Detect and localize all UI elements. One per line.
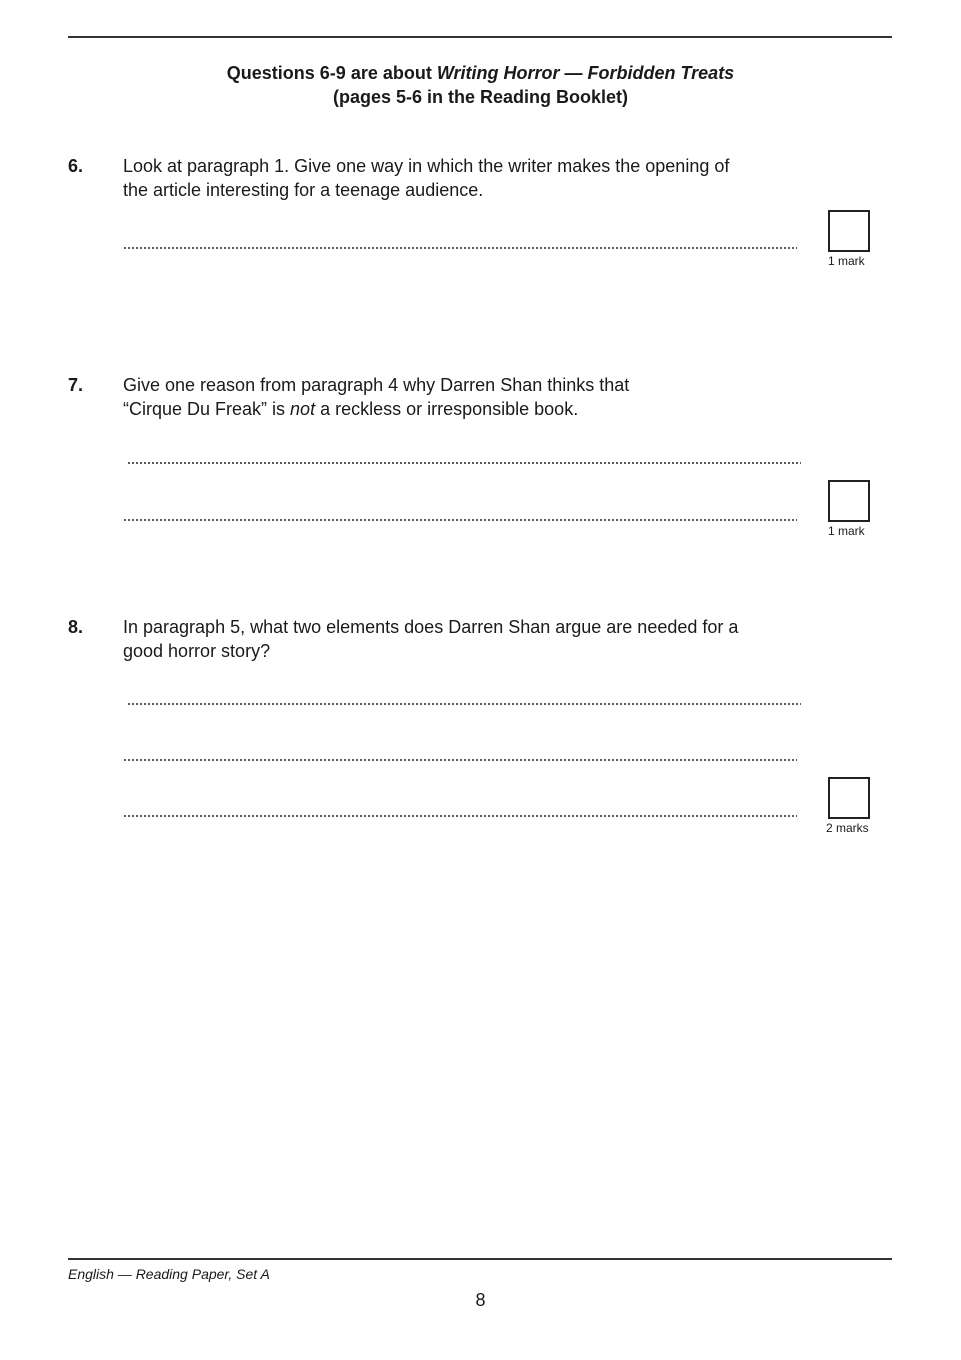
question-8-number: 8.: [68, 617, 84, 637]
question-8-text: [123, 615, 803, 663]
question-6-number: 6.: [68, 156, 84, 176]
answer-line-7-1[interactable]: [127, 455, 801, 465]
top-rule: [68, 36, 892, 38]
mark-box-7[interactable]: [828, 480, 870, 522]
answer-line-8-1[interactable]: [127, 696, 801, 706]
answer-line-8-3[interactable]: [123, 808, 797, 818]
question-7-line2-prefix: “Cirque Du Freak” is: [123, 399, 291, 419]
question-7-line2: [123, 397, 803, 421]
mark-label-6: 1 mark: [828, 254, 865, 268]
mark-label-8: 2 marks: [826, 821, 869, 835]
question-6-line1: Look at paragraph 1. Give one way in which the writer makes the opening of: [123, 156, 730, 176]
question-8-line2: good horror story?: [123, 641, 271, 661]
mark-box-8[interactable]: [828, 777, 870, 819]
question-8-line1: In paragraph 5, what two elements does Darren Shan argue are needed for a: [123, 617, 739, 637]
answer-line-6-1[interactable]: [123, 240, 797, 250]
answer-line-7-2[interactable]: [123, 512, 797, 522]
bottom-rule: [68, 1258, 892, 1260]
mark-label-7: 1 mark: [828, 524, 865, 538]
question-7-number: 7.: [68, 375, 84, 395]
question-7-text: [123, 373, 803, 421]
section-heading-line1: [0, 61, 961, 85]
section-heading-line2: (pages 5-6 in the Reading Booklet): [332, 87, 629, 107]
footer-paper-label: English — Reading Paper, Set A: [68, 1266, 270, 1282]
question-7-emphasis: not: [290, 399, 316, 419]
answer-line-8-2[interactable]: [123, 752, 797, 762]
mark-box-6[interactable]: [828, 210, 870, 252]
question-6-text: [123, 154, 803, 202]
question-7-line2-suffix: a reckless or irresponsible book.: [315, 399, 579, 419]
heading-prefix: Questions 6-9 are about: [226, 63, 437, 83]
page-number: 8: [475, 1290, 486, 1310]
heading-title: Writing Horror — Forbidden Treats: [436, 63, 735, 83]
question-6-line2: the article interesting for a teenage audience.: [123, 180, 484, 200]
question-7-line1: Give one reason from paragraph 4 why Darren Shan thinks that: [123, 375, 630, 395]
